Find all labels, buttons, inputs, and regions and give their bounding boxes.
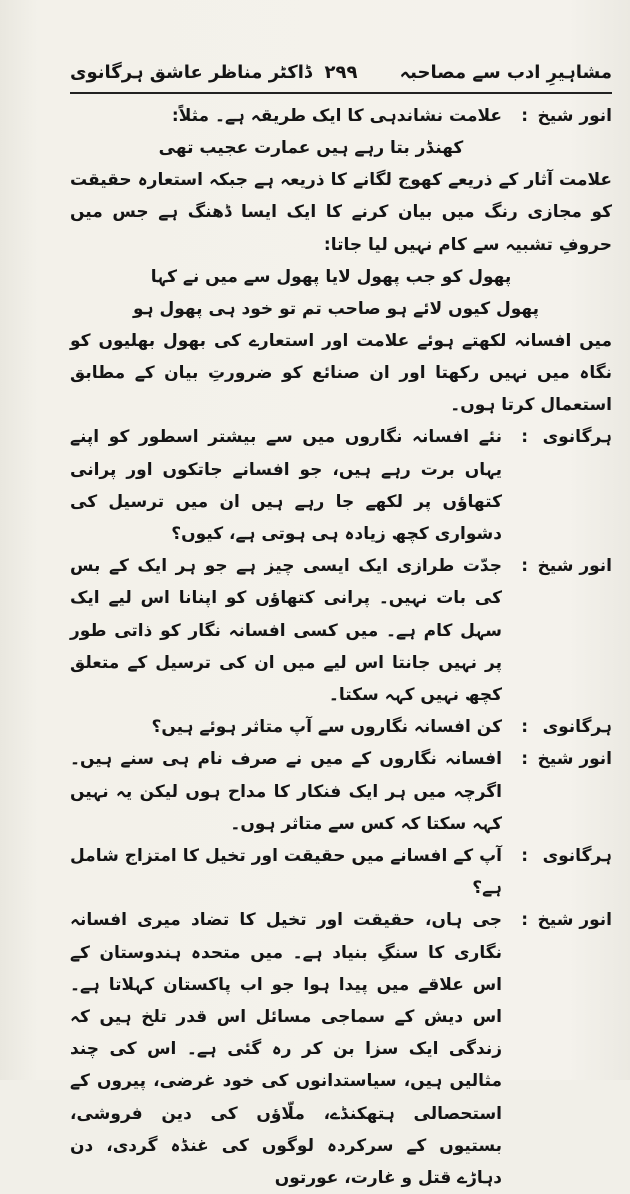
verse-line: پھول کیوں لائے ہو صاحب تم تو خود ہی پھول ہو: [132, 298, 540, 319]
dialogue-text: آپ کے افسانے میں حقیقت اور تخیل کا امتزاج شامل ہے؟: [70, 846, 502, 899]
speaker-colon: :: [521, 556, 528, 577]
dialogue-entry: [70, 421, 612, 550]
dialogue-entry: [70, 100, 612, 132]
author-name: ڈاکٹر مناظر عاشق ہرگانوی: [70, 62, 312, 83]
dialogue-text: جدّت طرازی ایک ایسی چیز ہے جو ہر ایک کے بس کی بات نہیں۔ پرانی کتھاؤں کو اپنانا اس لیے ایک سہل کام ہے۔ میں کسی افسانہ نگار کو ذاتی طور پر نہیں جانتا اس لیے میں ان کی ترسیل کے متعلق کچھ نہیں کہہ سکتا۔: [70, 556, 502, 706]
speaker-name: ہرگانوی: [542, 846, 612, 867]
verse-line: پھول کو جب پھول لایا پھول سے میں نے کہا: [150, 266, 512, 287]
speaker-colon: :: [521, 910, 528, 931]
page-number: ۲۹۹: [324, 62, 358, 83]
speaker-colon: :: [521, 846, 528, 867]
dialogue-text: کن افسانہ نگاروں سے آپ متاثر ہوئے ہیں؟: [151, 717, 502, 738]
dialogue-entry: [70, 743, 612, 840]
running-header: [70, 62, 612, 94]
dialogue-entry: [70, 325, 612, 422]
book-title: مشاہیرِ ادب سے مصاحبہ: [399, 62, 612, 83]
speaker-name: ہرگانوی: [542, 427, 612, 448]
dialogue-entry: [70, 164, 612, 261]
speaker-name: انور شیخ: [537, 106, 612, 126]
dialogue-text: علامت آثار کے ذریعے کھوج لگانے کا ذریعہ ہے جبکہ استعارہ حقیقت کو مجازی رنگ میں بیان کرنے کا ایک ایسا ڈھنگ ہے جس میں حروفِ تشبیہ سے کام نہیں لیا جاتا:: [70, 170, 612, 255]
speaker-colon: :: [521, 749, 528, 770]
dialogue-text: جی ہاں، حقیقت اور تخیل کا تضاد میری افسانہ نگاری کا سنگِ بنیاد ہے۔ میں متحدہ ہندوستان کے اس علاقے میں پیدا ہوا جو اب پاکستان کہلاتا ہے۔ اس دیش کے سماجی مسائل اس قدر تلخ ہیں کہ زندگی ایک سزا بن کر رہ گئی ہے۔ اس کی چند مثالیں ہیں، سیاستدانوں کی خود غرضی، پیروں کے استحصالی ہتھکنڈے، ملّاؤں کی دین فروشی، بستیوں کے سرکردہ لوگوں کی غنڈہ گردی، دن دہاڑے قتل و غارت، عورتوں: [70, 910, 502, 1189]
speaker-colon: :: [521, 106, 528, 126]
speaker-colon: :: [521, 427, 528, 448]
header-rule: [70, 92, 612, 94]
dialogue-text: میں افسانہ لکھتے ہوئے علامت اور استعارے کی بھول بھلیوں کو نگاہ میں نہیں رکھتا اور ان صنائع کو ضرورتِ بیان کے مطابق استعمال کرتا ہوں۔: [70, 330, 612, 416]
speaker-name: ہرگانوی: [542, 717, 612, 738]
speaker-name: انور شیخ: [537, 556, 612, 577]
dialogue-entry: [70, 711, 612, 743]
verse-line: کھنڈر بتا رہے ہیں عمارت عجیب تھی: [158, 138, 464, 159]
dialogue-text: علامت نشاندہی کا ایک طریقہ ہے۔ مثلاً:: [171, 106, 502, 126]
speaker-name: انور شیخ: [537, 910, 612, 931]
dialogue-text: افسانہ نگاروں کے میں نے صرف نام ہی سنے ہیں۔ اگرچہ میں ہر ایک فنکار کا مداح ہوں لیکن یہ نہیں کہہ سکتا کہ کس سے متاثر ہوں۔: [70, 749, 502, 834]
interview-text: [70, 100, 612, 1189]
speaker-name: انور شیخ: [537, 749, 612, 770]
dialogue-entry: [70, 840, 612, 904]
dialogue-entry: [70, 904, 612, 1194]
dialogue-entry: [70, 550, 612, 711]
speaker-colon: :: [521, 717, 528, 738]
dialogue-text: نئے افسانہ نگاروں میں سے بیشتر اسطور کو اپنے یہاں برت رہے ہیں، جو افسانے جاتکوں اور پرانی کتھاؤں پر لکھے جا رہے ہیں ان میں ترسیل کی دشواری کچھ زیادہ ہی ہوتی ہے، کیوں؟: [70, 427, 502, 545]
